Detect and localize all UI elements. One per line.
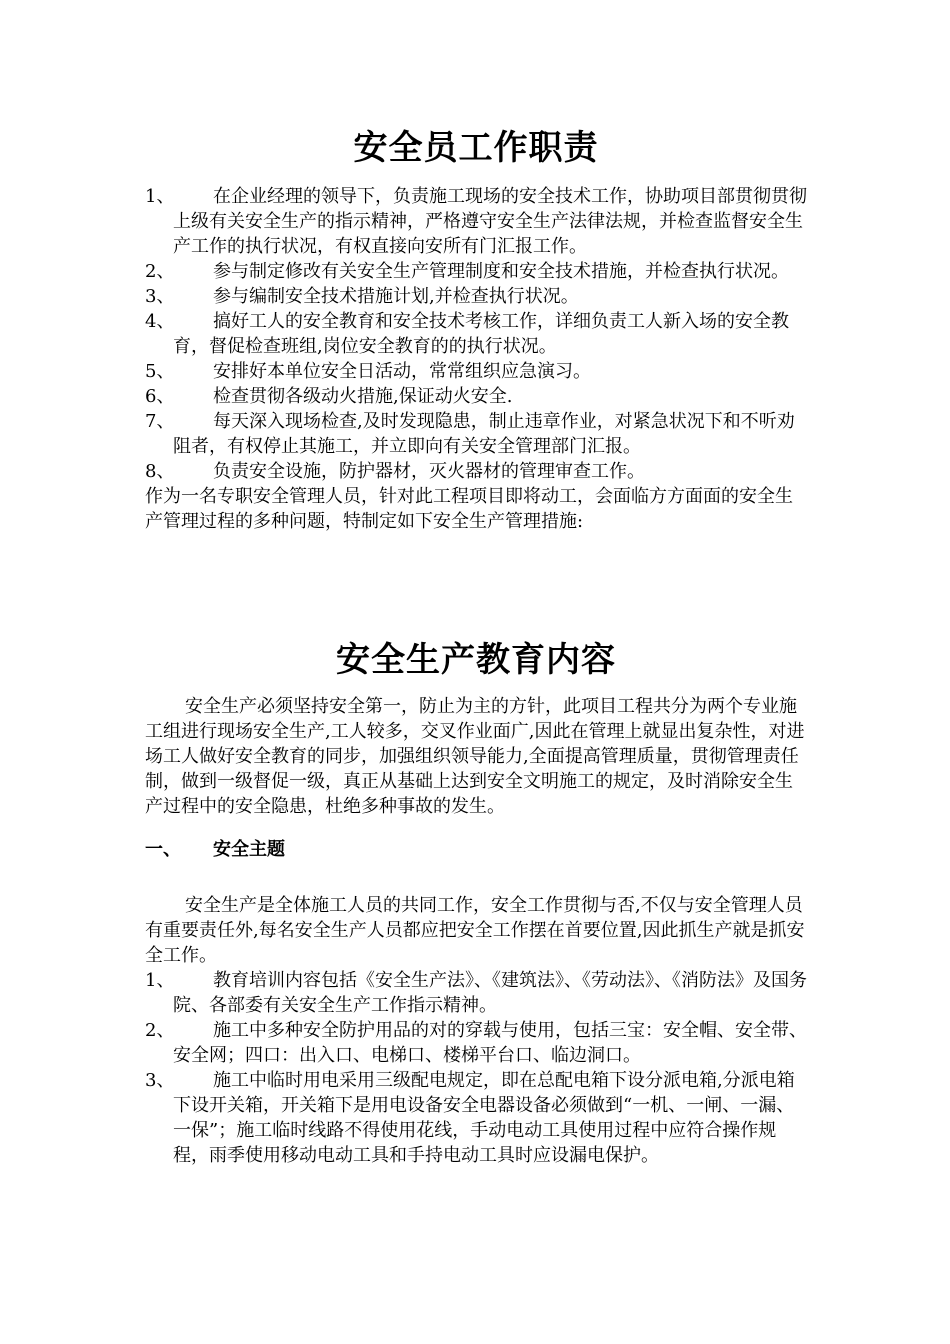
section-number: 一、 xyxy=(145,839,181,860)
list-item-text: 搞好工人的安全教育和安全技术考核工作，详细负责工人新入场的安全教育，督促检查班组,岗位安全教育的的执行状况。 xyxy=(173,311,789,357)
list-item-text: 参与制定修改有关安全生产管理制度和安全技术措施，并检查执行状况。 xyxy=(213,261,789,282)
duties-list xyxy=(145,184,807,534)
section-title: 安全主题 xyxy=(213,839,285,860)
list-number: 1、 xyxy=(145,970,175,991)
title-safety-officer-duties: 安全员工作职责 xyxy=(353,128,599,168)
title-safety-education: 安全生产教育内容 xyxy=(336,640,616,680)
education-paragraph: 安全生产必须坚持安全第一，防止为主的方针，此项目工程共分为两个专业施工组进行现场安全生产,工人较多，交叉作业面广,因此在管理上就显出复杂性，对进场工人做好安全教育的同步，加强组织领导能力,全面提高管理质量，贯彻管理责任制，做到一级督促一级，真正从基础上达到安全文明施工的规定，及时消除安全生产过程中的安全隐患，杜绝多种事故的发生。 xyxy=(145,696,805,817)
list-item xyxy=(145,359,807,384)
list-item-text: 检查贯彻各级动火措施,保证动火安全. xyxy=(213,386,513,407)
education-section xyxy=(145,694,807,872)
list-item-text: 施工中临时用电采用三级配电规定，即在总配电箱下设分派电箱,分派电箱下设开关箱，开关箱下是用电设备安全电器设备必须做到“一机、一闸、一漏、一保”；施工临时线路不得使用花线，手动电动工具使用过程中应符合操作规程，雨季使用移动电动工具和手持电动工具时应设漏电保护。 xyxy=(173,1070,795,1166)
list-item-text: 每天深入现场检查,及时发现隐患，制止违章作业，对紧急状况下和不听劝阻者，有权停止其施工，并立即向有关安全管理部门汇报。 xyxy=(173,411,795,457)
list-number: 6、 xyxy=(145,386,175,407)
list-item xyxy=(145,1068,807,1168)
list-number: 3、 xyxy=(145,1070,175,1091)
list-item-text: 教育培训内容包括《安全生产法》、《建筑法》、《劳动法》、《消防法》及国务院、各部委有关安全生产工作指示精神。 xyxy=(173,970,807,1016)
list-number: 5、 xyxy=(145,361,175,382)
list-number: 2、 xyxy=(145,261,175,282)
list-item xyxy=(145,459,807,484)
theme-paragraph: 安全生产是全体施工人员的共同工作，安全工作贯彻与否,不仅与安全管理人员有重要责任外,每名安全生产人员都应把安全工作摆在首要位置,因此抓生产就是抓安全工作。 xyxy=(145,895,805,966)
list-number: 3、 xyxy=(145,286,175,307)
intro-paragraph: 作为一名专职安全管理人员，针对此工程项目即将动工，会面临方方面面的安全生产管理过程的多种问题，特制定如下安全生产管理措施: xyxy=(145,486,793,532)
list-item-text: 参与编制安全技术措施计划,并检查执行状况。 xyxy=(213,286,579,307)
section-heading xyxy=(145,837,807,862)
list-item xyxy=(145,284,807,309)
list-item xyxy=(145,309,807,359)
list-item-text: 施工中多种安全防护用品的对的穿载与使用，包括三宝：安全帽、安全带、安全网；四口：出入口、电梯口、楼梯平台口、临边洞口。 xyxy=(173,1020,807,1066)
list-item xyxy=(145,184,807,259)
list-number: 4、 xyxy=(145,311,175,332)
list-item-text: 安排好本单位安全日活动，常常组织应急演习。 xyxy=(213,361,591,382)
list-item xyxy=(145,384,807,409)
list-number: 2、 xyxy=(145,1020,175,1041)
list-number: 1、 xyxy=(145,186,175,207)
list-item xyxy=(145,1018,807,1068)
list-number: 7、 xyxy=(145,411,175,432)
list-item-text: 负责安全设施，防护器材，灭火器材的管理审查工作。 xyxy=(213,461,645,482)
list-item xyxy=(145,259,807,284)
list-item-text: 在企业经理的领导下，负责施工现场的安全技术工作，协助项目部贯彻贯彻上级有关安全生产的指示精神，严格遵守安全生产法律法规，并检查监督安全生产工作的执行状况，有权直接向安所有门汇报工作。 xyxy=(173,186,807,257)
list-item xyxy=(145,409,807,459)
list-item xyxy=(145,968,807,1018)
list-number: 8、 xyxy=(145,461,175,482)
theme-section xyxy=(145,893,807,1168)
